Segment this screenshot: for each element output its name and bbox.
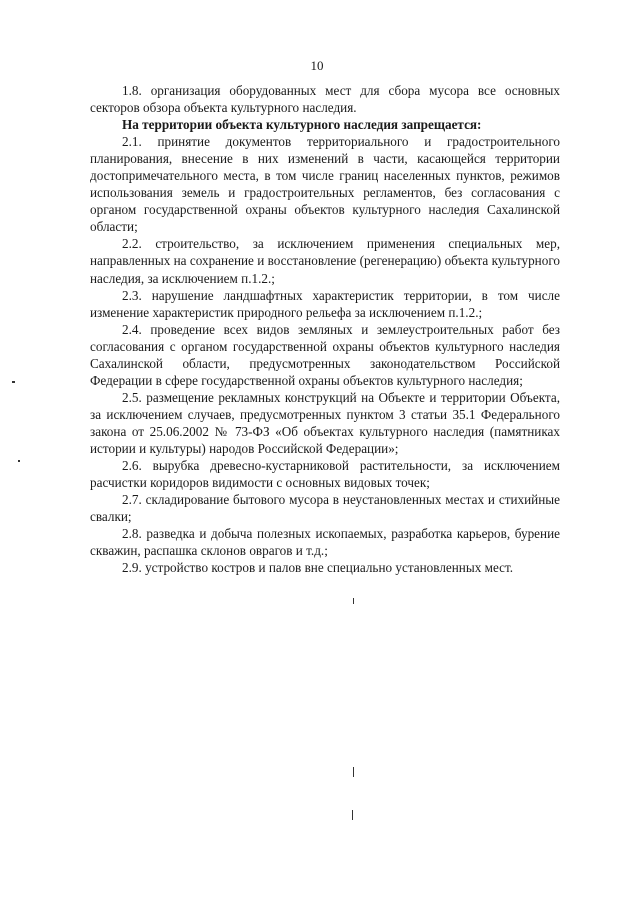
section-heading: На территории объекта культурного наследия запрещается:	[122, 117, 482, 133]
paragraph-2-5: 2.5. размещение рекламных конструкций на Объекте и территории Объекта, за исключением случаев, предусмотренных пунктом 3 статьи 35.1 Федерального закона от 25.06.2002 № 73-ФЗ «Об объектах культурного наследия (памятниках истории и культуры) народов Российской Федерации»;	[90, 389, 560, 456]
scan-speck	[352, 810, 353, 820]
paragraph-2-9: 2.9. устройство костров и палов вне специально установленных мест.	[122, 560, 514, 576]
paragraph-2-6: 2.6. вырубка древесно-кустарниковой растительности, за исключением расчистки коридоров видимости с основных видовых точек;	[90, 458, 560, 491]
paragraph-2-8: 2.8. разведка и добыча полезных ископаемых, разработка карьеров, бурение скважин, распашка склонов оврагов и т.д.;	[90, 526, 560, 559]
page-number: 10	[310, 58, 324, 73]
scan-speck	[353, 767, 354, 777]
document-body	[90, 82, 560, 576]
scan-speck	[353, 598, 354, 604]
paragraph-2-1: 2.1. принятие документов территориального и градостроительного планирования, внесение в них изменений в части, касающейся территории достопримечательного места, в том числе границ населенных пунктов, режимов использования земель и градостроительных регламентов, без согласования с органом государственной охраны объектов культурного наследия Сахалинской области;	[90, 134, 560, 235]
scan-speck	[18, 460, 20, 462]
paragraph-2-3: 2.3. нарушение ландшафтных характеристик территории, в том числе изменение характеристик природного рельефа за исключением п.1.2.;	[90, 287, 560, 320]
paragraph-1-8: 1.8. организация оборудованных мест для сбора мусора все основных секторов обзора объекта культурного наследия.	[90, 83, 560, 116]
paragraph-2-2: 2.2. строительство, за исключением применения специальных мер, направленных на сохранение и восстановление (регенерацию) объекта культурного наследия, за исключением п.1.2.;	[90, 236, 560, 286]
paragraph-2-7: 2.7. складирование бытового мусора в неустановленных местах и стихийные свалки;	[90, 492, 560, 525]
paragraph-2-4: 2.4. проведение всех видов земляных и землеустроительных работ без согласования с органом государственной охраны объектов культурного наследия Сахалинской области, предусмотренных законодательством Российской Федерации в сфере государственной охраны объектов культурного наследия;	[90, 321, 560, 388]
scan-speck	[12, 381, 15, 383]
